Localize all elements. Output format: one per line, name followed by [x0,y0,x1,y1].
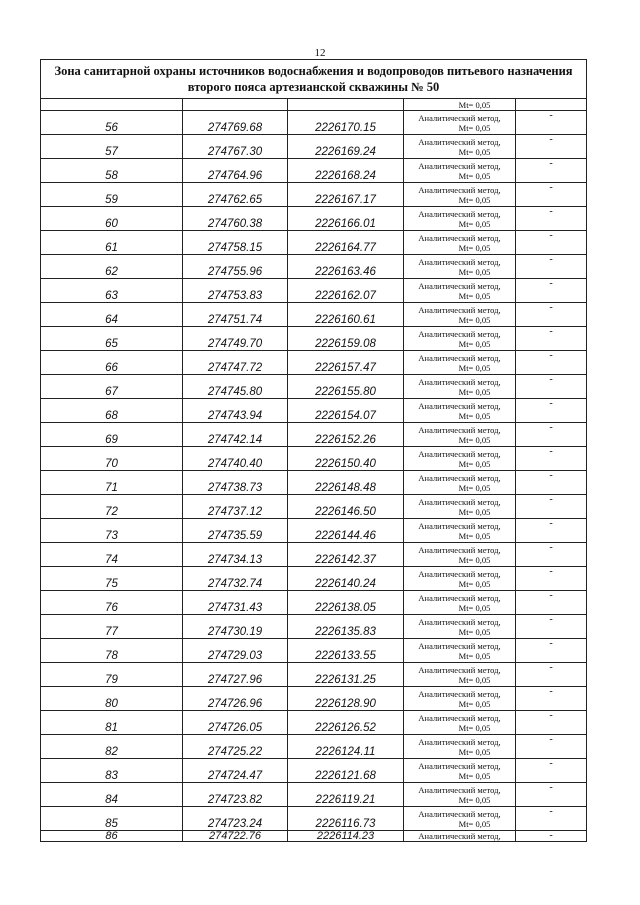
cell-note [516,99,587,111]
table-title-line2: второго пояса артезианской скважины № 50 [187,80,440,94]
cell-x: 274769.68 [183,111,288,135]
table-row [41,231,587,255]
cell-y [288,99,404,111]
method-line1: Аналитический метод, [418,592,501,603]
method-line2: Мt= 0,05 [458,770,491,781]
cell-note: - [516,207,587,231]
method-line1: Аналитический метод, [418,688,501,699]
table-row [41,663,587,687]
cell-x: 274727.96 [183,663,288,687]
method-line2: Мt= 0,05 [458,818,491,829]
cell-y: 2226138.05 [288,591,404,615]
method-line2: Мt= 0,05 [458,530,491,541]
table-row [41,735,587,759]
method-line2: Мt= 0,05 [458,434,491,445]
method-line2: Мt= 0,05 [458,458,491,469]
method-line1: Аналитический метод, [418,184,501,195]
table-row [41,543,587,567]
method-line1: Аналитический метод, [418,208,501,219]
cell-y: 2226124.11 [288,735,404,759]
cell-x: 274743.94 [183,399,288,423]
method-line1: Аналитический метод, [418,400,501,411]
cell-num: 82 [41,735,183,759]
table-row [41,615,587,639]
cell-num: 80 [41,687,183,711]
method-line1: Аналитический метод, [418,736,501,747]
cell-x: 274749.70 [183,327,288,351]
cell-method [404,543,516,567]
cell-num: 57 [41,135,183,159]
cell-note: - [516,783,587,807]
cell-x: 274732.74 [183,567,288,591]
cell-x: 274730.19 [183,615,288,639]
cell-note: - [516,303,587,327]
cell-y: 2226131.25 [288,663,404,687]
method-line2: Мt= 0,05 [458,722,491,733]
method-line1: Аналитический метод, [418,760,501,771]
method-line2: Мt= 0,05 [458,794,491,805]
cell-method: Аналитический метод, [404,831,516,842]
cell-note: - [516,423,587,447]
cell-note: - [516,471,587,495]
table-row [41,303,587,327]
cell-x: 274734.13 [183,543,288,567]
cell-method [404,759,516,783]
cell-method [404,519,516,543]
cell-method [404,495,516,519]
cell-num: 78 [41,639,183,663]
table-row [41,207,587,231]
cell-y: 2226160.61 [288,303,404,327]
method-line1: Аналитический метод, [418,448,501,459]
cell-y: 2226169.24 [288,135,404,159]
cell-note: - [516,807,587,831]
method-line2: Мt= 0,05 [458,170,491,181]
cell-note: - [516,495,587,519]
table-row-last [41,831,587,842]
cell-y: 2226168.24 [288,159,404,183]
cell-method [404,447,516,471]
cell-method [404,99,516,111]
cell-note: - [516,759,587,783]
method-line1: Аналитический метод, [418,136,501,147]
cell-note: - [516,831,587,842]
cell-y: 2226128.90 [288,687,404,711]
cell-method [404,567,516,591]
cell-x: 274737.12 [183,495,288,519]
cell-num: 60 [41,207,183,231]
cell-num: 68 [41,399,183,423]
cell-num: 84 [41,783,183,807]
table-row [41,111,587,135]
cell-num: 85 [41,807,183,831]
table-row [41,519,587,543]
method-line1: Аналитический метод, [418,496,501,507]
method-line1: Аналитический метод, [418,640,501,651]
cell-x: 274722.76 [183,831,288,842]
method-line2: Мt= 0,05 [458,698,491,709]
method-line1: Аналитический метод, [418,376,501,387]
cell-num: 67 [41,375,183,399]
cell-y: 2226163.46 [288,255,404,279]
method-line2: Мt= 0,05 [458,99,491,110]
cell-method [404,255,516,279]
table-row [41,399,587,423]
cell-x: 274726.05 [183,711,288,735]
cell-num: 59 [41,183,183,207]
cell-note: - [516,135,587,159]
cell-note: - [516,255,587,279]
table-title-line1: Зона санитарной охраны источников водоснабжения и водопроводов питьевого назначения [54,64,573,78]
table-row [41,495,587,519]
table-row [41,159,587,183]
method-line2: Мt= 0,05 [458,266,491,277]
table-row [41,639,587,663]
cell-x: 274726.96 [183,687,288,711]
cell-method [404,207,516,231]
cell-num: 70 [41,447,183,471]
table-row [41,279,587,303]
cell-note: - [516,519,587,543]
cell-note: - [516,231,587,255]
cell-x: 274762.65 [183,183,288,207]
table-row [41,423,587,447]
cell-note: - [516,567,587,591]
cell-method [404,351,516,375]
table-row [41,759,587,783]
table-row [41,327,587,351]
cell-y: 2226167.17 [288,183,404,207]
table-row-continued [41,99,587,111]
cell-note: - [516,447,587,471]
cell-method [404,423,516,447]
cell-x [183,99,288,111]
cell-method [404,615,516,639]
cell-method [404,135,516,159]
method-line2: Мt= 0,05 [458,338,491,349]
method-line1: Аналитический метод, [418,568,501,579]
cell-method [404,639,516,663]
method-line1: Аналитический метод, [418,352,501,363]
cell-num: 58 [41,159,183,183]
method-line2: Мt= 0,05 [458,410,491,421]
method-line2: Мt= 0,05 [458,314,491,325]
method-line2: Мt= 0,05 [458,218,491,229]
table-row [41,351,587,375]
method-line1: Аналитический метод, [418,520,501,531]
method-line1: Аналитический метод, [418,712,501,723]
cell-note: - [516,663,587,687]
cell-method [404,303,516,327]
cell-y: 2226155.80 [288,375,404,399]
cell-method [404,663,516,687]
cell-y: 2226140.24 [288,567,404,591]
method-line1: Аналитический метод, [418,232,501,243]
table-row [41,135,587,159]
cell-num: 83 [41,759,183,783]
table-row [41,255,587,279]
coordinates-table [40,59,587,842]
cell-num: 72 [41,495,183,519]
cell-num: 77 [41,615,183,639]
cell-note: - [516,591,587,615]
table-title-row [41,60,587,99]
cell-y: 2226142.37 [288,543,404,567]
method-line2: Мt= 0,05 [458,194,491,205]
cell-num: 73 [41,519,183,543]
table-row [41,591,587,615]
cell-num: 79 [41,663,183,687]
cell-y: 2226166.01 [288,207,404,231]
cell-note: - [516,687,587,711]
cell-note: - [516,615,587,639]
cell-y: 2226114.23 [288,831,404,842]
method-line2: Мt= 0,05 [458,362,491,373]
cell-method [404,711,516,735]
cell-method [404,735,516,759]
method-line2: Мt= 0,05 [458,602,491,613]
cell-num: 69 [41,423,183,447]
cell-note: - [516,279,587,303]
cell-y: 2226154.07 [288,399,404,423]
cell-y: 2226121.68 [288,759,404,783]
method-line2: Мt= 0,05 [458,554,491,565]
cell-method [404,159,516,183]
cell-num: 71 [41,471,183,495]
table-row [41,447,587,471]
cell-x: 274740.40 [183,447,288,471]
cell-note: - [516,159,587,183]
cell-note: - [516,639,587,663]
cell-y: 2226116.73 [288,807,404,831]
cell-y: 2226148.48 [288,471,404,495]
cell-num: 65 [41,327,183,351]
cell-num: 61 [41,231,183,255]
cell-y: 2226135.83 [288,615,404,639]
cell-x: 274723.82 [183,783,288,807]
table-row [41,687,587,711]
cell-method [404,591,516,615]
table-row [41,807,587,831]
cell-x: 274735.59 [183,519,288,543]
method-line2: Мt= 0,05 [458,650,491,661]
method-line1: Аналитический метод, [418,280,501,291]
method-line1: Аналитический метод, [418,328,501,339]
cell-num: 81 [41,711,183,735]
cell-num: 56 [41,111,183,135]
cell-method [404,111,516,135]
method-line1: Аналитический метод, [418,784,501,795]
table-row [41,567,587,591]
method-line2: Мt= 0,05 [458,122,491,133]
cell-method [404,231,516,255]
cell-y: 2226162.07 [288,279,404,303]
cell-x: 274742.14 [183,423,288,447]
table-row [41,375,587,399]
method-line2: Мt= 0,05 [458,578,491,589]
cell-y: 2226159.08 [288,327,404,351]
cell-method [404,471,516,495]
cell-num: 63 [41,279,183,303]
cell-method [404,783,516,807]
cell-note: - [516,351,587,375]
cell-note: - [516,711,587,735]
table-row [41,783,587,807]
cell-num: 62 [41,255,183,279]
cell-y: 2226157.47 [288,351,404,375]
cell-method [404,807,516,831]
page-number: 12 [314,47,326,59]
method-line2: Мt= 0,05 [458,386,491,397]
cell-note: - [516,399,587,423]
method-line1: Аналитический метод, [418,664,501,675]
cell-note: - [516,543,587,567]
cell-y: 2226119.21 [288,783,404,807]
table-row [41,183,587,207]
table-row [41,471,587,495]
method-line2: Мt= 0,05 [458,482,491,493]
cell-x: 274724.47 [183,759,288,783]
method-line2: Мt= 0,05 [458,242,491,253]
cell-x: 274729.03 [183,639,288,663]
method-line1: Аналитический метод, [418,808,501,819]
cell-num: 86 [41,831,183,842]
cell-x: 274731.43 [183,591,288,615]
cell-note: - [516,375,587,399]
cell-method [404,399,516,423]
cell-method [404,687,516,711]
cell-x: 274753.83 [183,279,288,303]
cell-num: 75 [41,567,183,591]
method-line2: Мt= 0,05 [458,506,491,517]
table-title [41,60,587,99]
cell-x: 274738.73 [183,471,288,495]
method-line1: Аналитический метод, [418,544,501,555]
cell-x: 274767.30 [183,135,288,159]
cell-num [41,99,183,111]
method-line2: Мt= 0,05 [458,626,491,637]
cell-num: 76 [41,591,183,615]
cell-x: 274725.22 [183,735,288,759]
method-line1: Аналитический метод, [418,112,501,123]
method-line2: Мt= 0,05 [458,674,491,685]
cell-method [404,279,516,303]
method-line1: Аналитический метод, [418,616,501,627]
method-line2: Мt= 0,05 [458,290,491,301]
cell-num: 64 [41,303,183,327]
method-line2: Мt= 0,05 [458,146,491,157]
cell-x: 274758.15 [183,231,288,255]
cell-y: 2226146.50 [288,495,404,519]
cell-y: 2226144.46 [288,519,404,543]
cell-x: 274751.74 [183,303,288,327]
cell-method [404,183,516,207]
cell-num: 74 [41,543,183,567]
cell-y: 2226126.52 [288,711,404,735]
cell-note: - [516,327,587,351]
cell-y: 2226150.40 [288,447,404,471]
cell-note: - [516,111,587,135]
cell-y: 2226170.15 [288,111,404,135]
cell-method [404,375,516,399]
cell-x: 274760.38 [183,207,288,231]
method-line1: Аналитический метод, [418,256,501,267]
cell-y: 2226164.77 [288,231,404,255]
cell-x: 274764.96 [183,159,288,183]
cell-method [404,327,516,351]
table-body [41,111,587,831]
cell-y: 2226133.55 [288,639,404,663]
method-line1: Аналитический метод, [418,160,501,171]
cell-x: 274747.72 [183,351,288,375]
cell-x: 274755.96 [183,255,288,279]
method-line2: Мt= 0,05 [458,746,491,757]
method-line1: Аналитический метод, [418,424,501,435]
method-line1: Аналитический метод, [418,304,501,315]
table-row [41,711,587,735]
cell-x: 274723.24 [183,807,288,831]
cell-num: 66 [41,351,183,375]
method-line1: Аналитический метод, [418,472,501,483]
cell-note: - [516,735,587,759]
cell-note: - [516,183,587,207]
cell-y: 2226152.26 [288,423,404,447]
cell-x: 274745.80 [183,375,288,399]
